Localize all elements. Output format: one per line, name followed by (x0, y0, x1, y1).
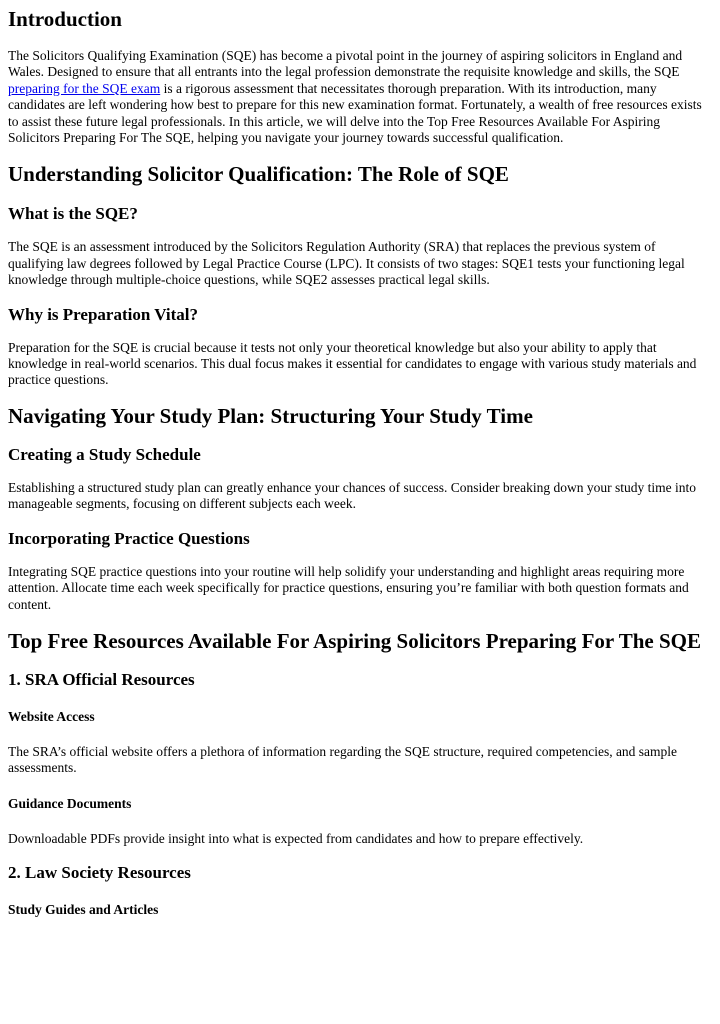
why-preparation-heading: Why is Preparation Vital? (8, 304, 198, 324)
what-is-sqe-heading: What is the SQE? (8, 204, 138, 224)
website-access-text: The SRA’s official website offers a plethora of information regarding the SQE structure, required competencies, and sample assessments. (8, 743, 678, 776)
study-schedule-heading: Creating a Study Schedule (8, 444, 201, 464)
intro-text-after-link: is a rigorous assessment that necessitates thorough preparation. With its introduction, many candidates are left wondering how best to prepare for this new examination format. Fortunately, a wealth of free resources exists to assist these future legal professionals. In this article, we will delve into the Top Free Resources Available For Aspiring Solicitors Preparing For The SQE, helping you navigate your journey towards successful qualification. (8, 80, 702, 146)
intro-paragraph (8, 48, 712, 146)
intro-text-before-link: The Solicitors Qualifying Examination (SQE) has become a pivotal point in the journey of aspiring solicitors in England and Wales. Designed to ensure that all entrants into the legal profession demonstrate the requisite knowledge and skills, the SQE (8, 48, 683, 80)
study-schedule-text: Establishing a structured study plan can greatly enhance your chances of success. Consider breaking down your study time into manageable segments, focusing on different subjects each week. (8, 479, 696, 512)
practice-questions-heading: Incorporating Practice Questions (8, 528, 250, 548)
intro-heading: Introduction (8, 7, 122, 31)
preparing-for-sqe-link[interactable]: preparing for the SQE exam (8, 80, 161, 96)
navigating-heading: Navigating Your Study Plan: Structuring Your Study Time (8, 403, 533, 428)
resources-heading: Top Free Resources Available For Aspiring Solicitors Preparing For The SQE (8, 628, 702, 653)
website-access-heading: Website Access (8, 708, 95, 724)
study-guides-heading: Study Guides and Articles (8, 902, 159, 918)
why-preparation-text: Preparation for the SQE is crucial because it tests not only your theoretical knowledge but also your ability to apply that knowledge in real-world scenarios. This dual focus makes it essential for candidates to engage with various study materials and practice questions. (8, 339, 697, 388)
guidance-documents-text: Downloadable PDFs provide insight into what is expected from candidates and how to prepare effectively. (8, 830, 584, 846)
sra-resources-heading: 1. SRA Official Resources (8, 669, 195, 689)
what-is-sqe-text: The SQE is an assessment introduced by the Solicitors Regulation Authority (SRA) that replaces the previous system of qualifying law degrees followed by Legal Practice Course (LPC). It consists of two stages: SQE1 tests your functioning legal knowledge through multiple-choice questions, while SQE2 assesses practical legal skills. (8, 239, 685, 288)
practice-questions-text: Integrating SQE practice questions into your routine will help solidify your understanding and highlight areas requiring more attention. Allocate time each week specifically for practice questions, ensuring you’re familiar with both question formats and content. (8, 563, 689, 612)
law-society-heading: 2. Law Society Resources (8, 863, 191, 883)
guidance-documents-heading: Guidance Documents (8, 795, 132, 811)
article (0, 7, 720, 918)
understanding-heading: Understanding Solicitor Qualification: The Role of SQE (8, 162, 509, 187)
